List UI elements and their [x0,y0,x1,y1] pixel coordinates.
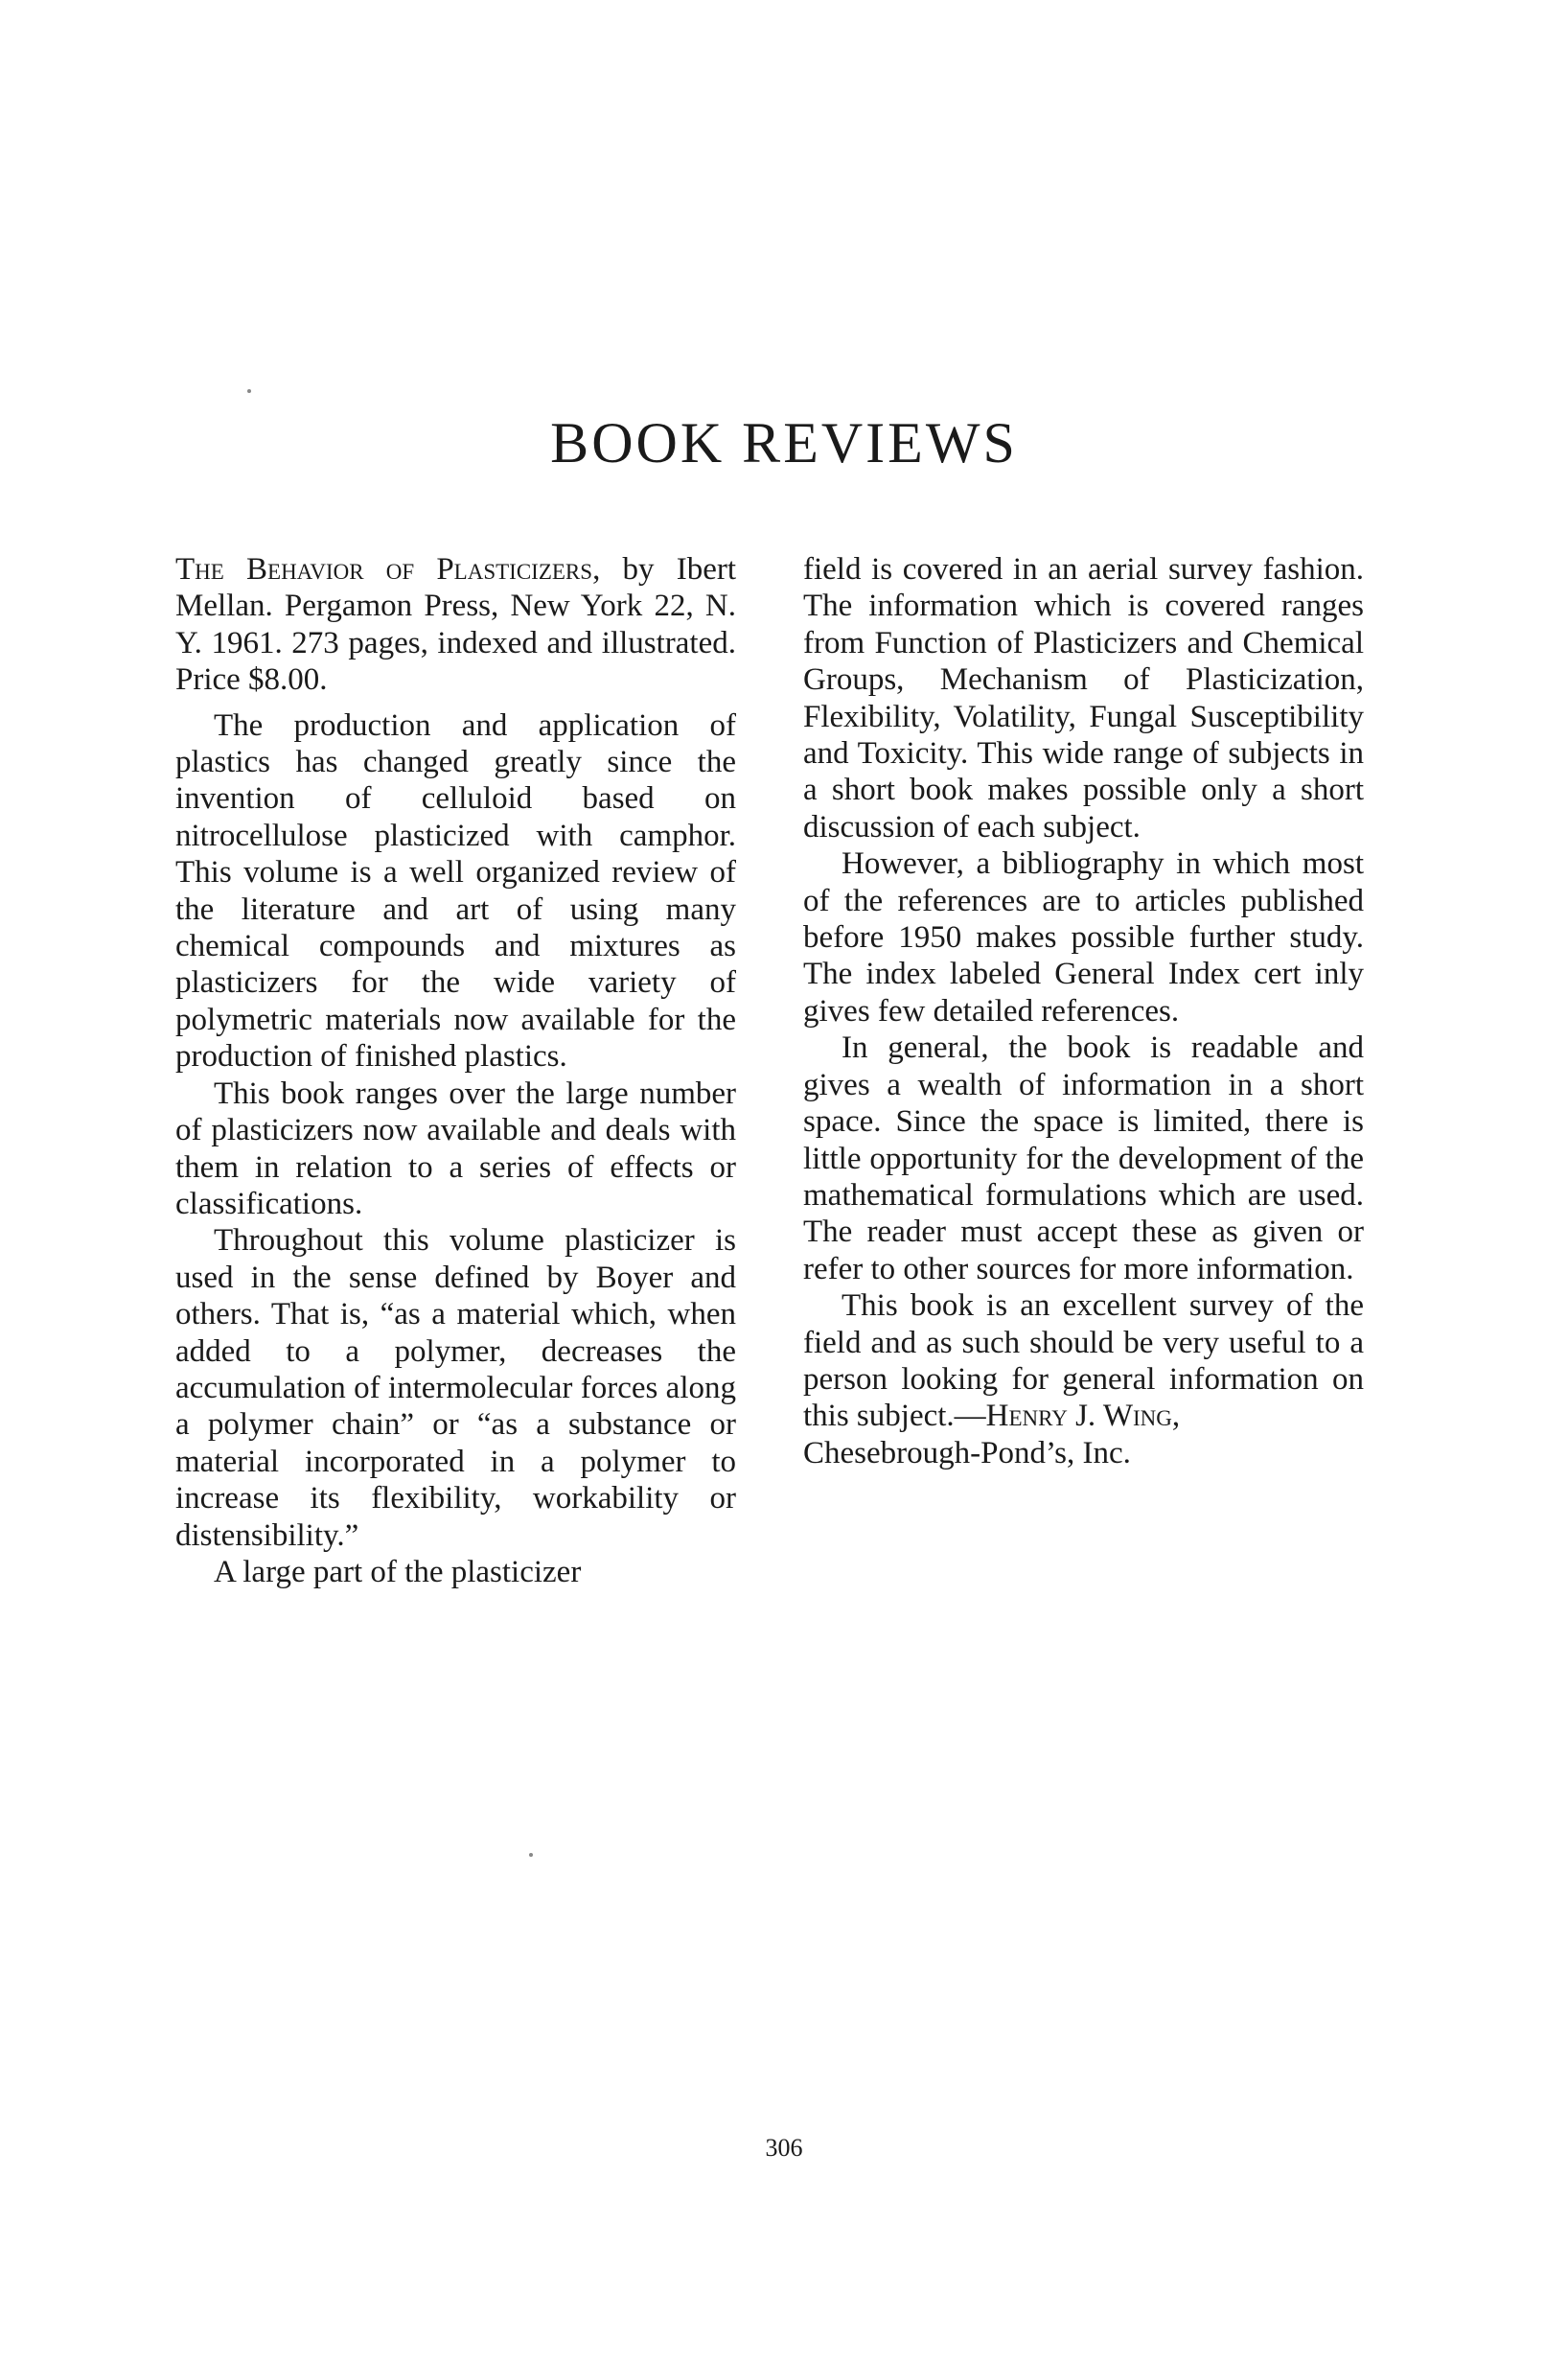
review-paragraph: However, a bibliography in which most of the references are to articles published before 1950 makes possible further study. The index labeled General Index cert inly gives few detailed references. [803,846,1364,1029]
speck [529,1853,533,1857]
book-title: The Behavior of Plasticizers, [175,552,601,587]
review-paragraph: This book ranges over the large number of plasticizers now available and deals with them in relation to a series of effects or classifications. [175,1076,736,1221]
review-paragraph-continued: field is covered in an aerial survey fashion. The information which is covered ranges from Function of Plasticizers and Chemical Groups, Mechanism of Plasticization, Flexibility, Volatility, Fungal Susceptibility and Toxicity. This wide range of subjects in a short book makes possible only a short discussion of each subject. [803,552,1364,845]
page-title: BOOK REVIEWS [550,411,1018,475]
review-closing-paragraph [803,1287,1364,1435]
review-paragraph: A large part of the plasticizer [214,1554,582,1589]
page-number: 306 [765,2134,803,2162]
left-column [175,551,736,1590]
closing-text: This book is an excellent survey of the field and as such should be very useful to a person looking for general information on this subject.— [803,1288,1364,1434]
speck [247,389,251,393]
right-column [803,551,1364,1471]
reviewer-affiliation: Chesebrough-Pond’s, Inc. [803,1435,1131,1470]
reviewer-name: Henry J. Wing, [985,1399,1181,1434]
book-details: by Ibert Mellan. Pergamon Press, New York 22, N. Y. 1961. 273 pages, indexed and illustrated. Price $8.00. [175,552,737,698]
review-paragraph: The production and application of plastics has changed greatly since the invention of celluloid based on nitrocellulose plasticized with camphor. This volume is a well organized review of the literature and art of using many chemical compounds and mixtures as plasticizers for the wide variety of polymetric materials now available for the production of finished plastics. [175,707,736,1075]
book-citation [175,551,736,699]
review-paragraph: Throughout this volume plasticizer is used in the sense defined by Boyer and others. That is, “as a material which, when added to a polymer, decreases the accumulation of intermolecular forces along a polymer chain” or “as a substance or material incorporated in a polymer to increase its flexibility, workability or distensibility.” [175,1223,736,1553]
review-paragraph: In general, the book is readable and gives a wealth of information in a short space. Since the space is limited, there is little opportunity for the development of the mathematical formulations which are used. The reader must accept these as given or refer to other sources for more information. [803,1030,1364,1286]
